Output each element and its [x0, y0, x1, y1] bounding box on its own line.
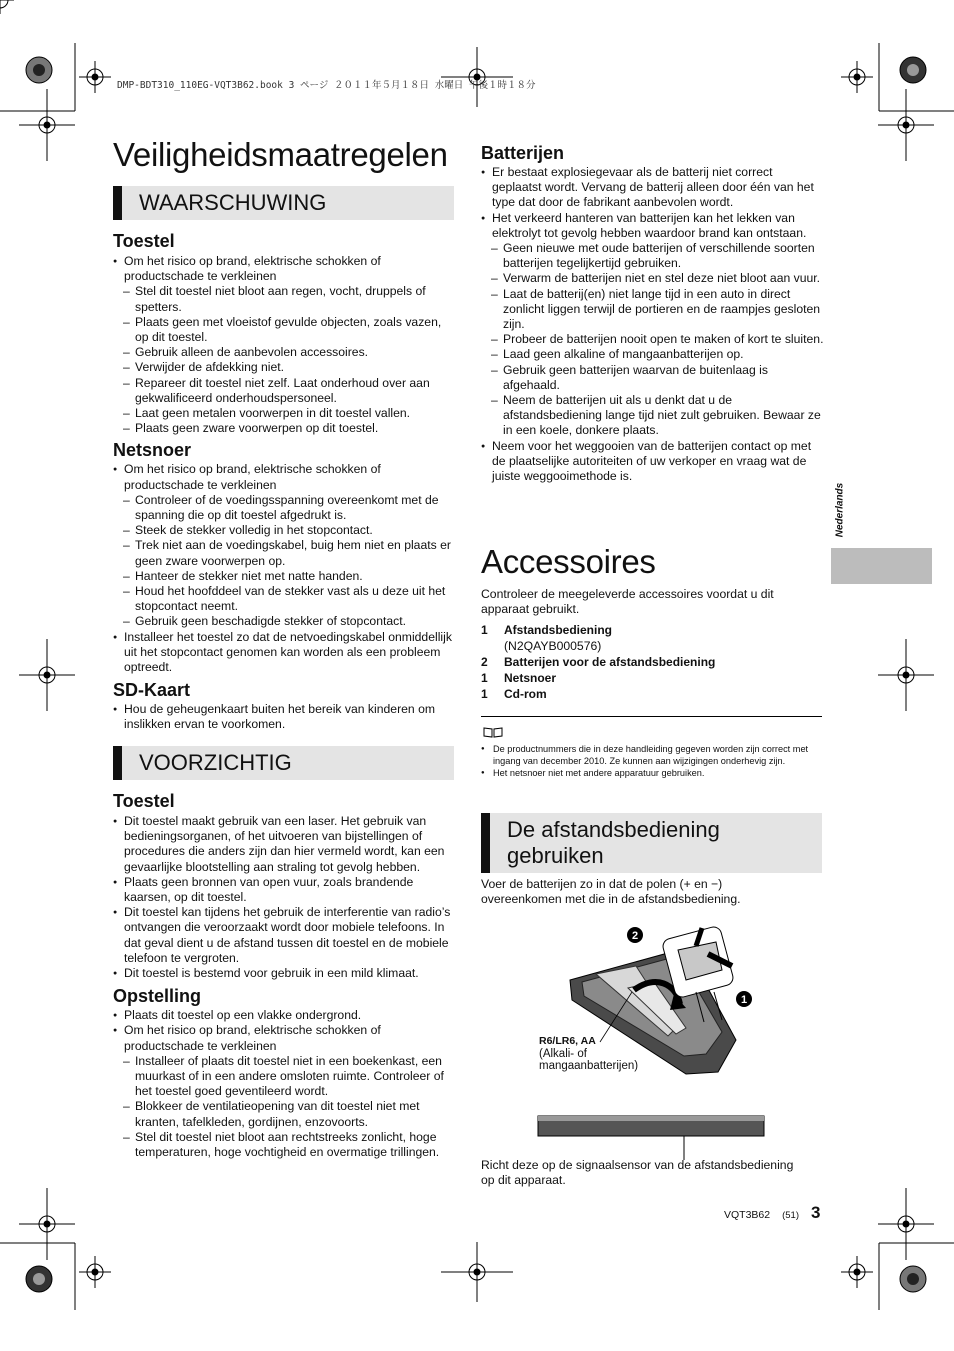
dash-item: – Verwarm de batterijen niet en stel deze niet bloot aan vuur. [481, 271, 825, 286]
language-tab [831, 548, 932, 584]
section-title-toestel: Toestel [113, 231, 175, 251]
bullet-item: ● Dit toestel kan tijdens het gebruik de interferentie van radio’s ontvangen die veroorzaakt wordt door mobiele telefoons. In dat geval dient u de afstand tussen dit toestel en de mobiele telefoon te vergroten. [113, 905, 455, 966]
section-title-toestel-caution: Toestel [113, 791, 175, 811]
section-title-netsnoer: Netsnoer [113, 440, 192, 461]
remote-heading-bar [481, 813, 822, 873]
bullet-item: ● Plaats dit toestel op een vlakke ondergrond. [113, 1008, 455, 1023]
list-sd-kaart [113, 702, 455, 732]
accessory-item-sub: (N2QAYB000576) [504, 639, 602, 653]
language-side-label: Nederlands [834, 482, 846, 538]
page-title: Veiligheidsmaatregelen [113, 136, 448, 173]
warning-section [113, 232, 455, 733]
warning-heading: WAARSCHUWING [139, 189, 327, 215]
sensor-caption: Richt deze op de signaalsensor van de afstandsbediening op dit apparaat. [481, 1158, 794, 1188]
dash-item: – Repareer dit toestel niet zelf. Laat onderhoud over aan gekwalificeerd onderhoudspersoneel. [113, 376, 455, 406]
page-number: 3 [811, 1203, 821, 1222]
dash-item: – Controleer of de voedingsspanning overeenkomt met de spanning die op dit toestel afgedrukt is. [113, 493, 455, 523]
bullet-item: ● Om het risico op brand, elektrische schokken of productschade te verkleinen [113, 254, 455, 284]
warning-heading-bar [113, 186, 454, 220]
bullet-item: ● Installeer het toestel zo dat de netvoedingskabel onmiddellijk uit het stopcontact genomen kan worden als een probleem optreedt. [113, 630, 455, 676]
bullet-item: ● Dit toestel is bestemd voor gebruik in een mild klimaat. [113, 966, 455, 981]
file-header: DMP-BDT310_110EG-VQT3B62.book 3 ページ ２０１１年５月１８日 水曜日 午後１時１８分 [117, 80, 536, 91]
dash-item: – Installeer of plaats dit toestel niet in een boekenkast, een muurkast of in een andere omsloten ruimte. Controleer of het toestel goed geventileerd wordt. [113, 1054, 455, 1100]
dash-item: – Houd het hoofddeel van de stekker vast als u deze uit het stopcontact neemt. [113, 584, 455, 614]
bullet-item: ● Plaats geen bronnen van open vuur, zoals brandende kaarsen, op dit toestel. [113, 875, 455, 905]
list-opstelling [113, 1008, 455, 1160]
accessories-list [481, 622, 821, 702]
dash-item: – Gebruik geen beschadigde stekker of stopcontact. [113, 614, 455, 629]
list-netsnoer [113, 462, 455, 675]
document-code: VQT3B62 [724, 1209, 771, 1221]
player-sensor-illustration [536, 1114, 766, 1162]
list-batterijen [481, 165, 825, 484]
dash-item: – Stel dit toestel niet bloot aan regen, vocht, druppels of spetters. [113, 284, 455, 314]
dash-item: – Plaats geen met vloeistof gevulde objecten, zoals vazen, op dit toestel. [113, 315, 455, 345]
dash-item: – Plaats geen zware voorwerpen op dit toestel. [113, 421, 455, 436]
accessory-item: 2 Batterijen voor de afstandsbediening [481, 655, 716, 669]
book-icon [483, 726, 503, 738]
batteries-section [481, 144, 825, 484]
list-toestel-caution [113, 814, 455, 981]
caution-heading: VOORZICHTIG [139, 749, 292, 775]
accessories-title: Accessoires [481, 543, 656, 580]
dash-item: – Gebruik alleen de aanbevolen accessoires. [113, 345, 455, 360]
dash-item: – Gebruik geen batterijen waarvan de buitenlaag is afgehaald. [481, 363, 825, 393]
dash-item: – Steek de stekker volledig in het stopcontact. [113, 523, 455, 538]
section-title-opstelling: Opstelling [113, 986, 202, 1007]
dash-item: – Geen nieuwe met oude batterijen of verschillende soorten batterijen tegelijkertijd gebruiken. [481, 241, 825, 271]
note-item: ● Het netsnoer niet met andere apparatuur gebruiken. [481, 768, 811, 780]
dash-item: – Neem de batterijen uit als u denkt dat u de afstandsbediening lange tijd niet zult gebruiken. Bewaar ze in een koele, donkere plaats. [481, 393, 825, 439]
dash-item: – Laad geen alkaline of mangaanbatterijen op. [481, 347, 825, 362]
caution-heading-bar [113, 746, 454, 780]
page-sub-number: (51) [782, 1210, 800, 1221]
accessory-item: 1 Afstandsbediening [481, 623, 613, 637]
accessory-item: 1 Cd-rom [481, 687, 547, 701]
bullet-item: ● Om het risico op brand, elektrische schokken of productschade te verkleinen [113, 1023, 455, 1053]
dash-item: – Laat de batterij(en) niet lange tijd in een auto in direct zonlicht liggen terwijl de portieren en de raampjes gesloten zijn. [481, 287, 825, 333]
step-2-label: 2 [631, 930, 639, 942]
bullet-item: ● Dit toestel maakt gebruik van een laser. Het gebruik van bedieningsorganen, of het uitvoeren van bijstellingen of procedures die anders zijn dan hier vermeld wordt, kan een gevaarlijke blootstelling aan straling tot gevolg hebben. [113, 814, 455, 875]
dash-item: – Probeer de batterijen nooit open te maken of kort te sluiten. [481, 332, 825, 347]
dash-item: – Trek niet aan de voedingskabel, buig hem niet en plaats er geen zware voorwerpen op. [113, 538, 455, 568]
dash-item: – Stel dit toestel niet bloot aan rechtstreeks zonlicht, hoge temperaturen, hoge vochtigheid en overmatige trillingen. [113, 1130, 455, 1160]
remote-intro: Voer de batterijen zo in dat de polen (+ en −) overeenkomen met die in de afstandsbediening. [481, 877, 741, 907]
section-title-batterijen: Batterijen [481, 143, 565, 163]
caution-section [113, 792, 455, 1160]
bullet-item: ● Het verkeerd hanteren van batterijen kan het lekken van elektrolyt tot gevolg hebben waardoor brand kan ontstaan. [481, 211, 825, 241]
bullet-item: ● Om het risico op brand, elektrische schokken of productschade te verkleinen [113, 462, 455, 492]
list-toestel [113, 254, 455, 436]
remote-heading: De afstandsbediening gebruiken [507, 816, 720, 868]
bullet-item: ● Hou de geheugenkaart buiten het bereik van kinderen om inslikken ervan te voorkomen. [113, 702, 455, 732]
section-title-sd-kaart: SD-Kaart [113, 680, 191, 701]
accessory-item: 1 Netsnoer [481, 671, 557, 685]
accessories-notes [481, 744, 811, 779]
step-1-label: 1 [740, 994, 748, 1006]
notes-divider [481, 716, 822, 717]
dash-item: – Hanteer de stekker niet met natte handen. [113, 569, 455, 584]
battery-type-caption: R6/LR6, AA (Alkali- of mangaanbatterijen) [539, 1035, 639, 1072]
note-item: ● De productnummers die in deze handleiding gegeven worden zijn correct met ingang van december 2010. Ze kunnen aan wijzigingen onderhevig zijn. [481, 744, 811, 768]
dash-item: – Verwijder de afdekking niet. [113, 360, 455, 375]
accessories-intro: Controleer de meegeleverde accessoires voordat u dit apparaat gebruikt. [481, 587, 774, 617]
dash-item: – Laat geen metalen voorwerpen in dit toestel vallen. [113, 406, 455, 421]
bullet-item: ● Neem voor het weggooien van de batterijen contact op met de plaatselijke autoriteiten of uw verkoper en vraag wat de juiste weggooimethode is. [481, 439, 825, 485]
dash-item: – Blokkeer de ventilatieopening van dit toestel niet met kranten, tafelkleden, gordijnen, enzovoorts. [113, 1099, 455, 1129]
page-footer [724, 1203, 820, 1223]
bullet-item: ● Er bestaat explosiegevaar als de batterij niet correct geplaatst wordt. Vervang de batterij alleen door één van het type dat door de fabrikant aanbevolen wordt. [481, 165, 825, 211]
